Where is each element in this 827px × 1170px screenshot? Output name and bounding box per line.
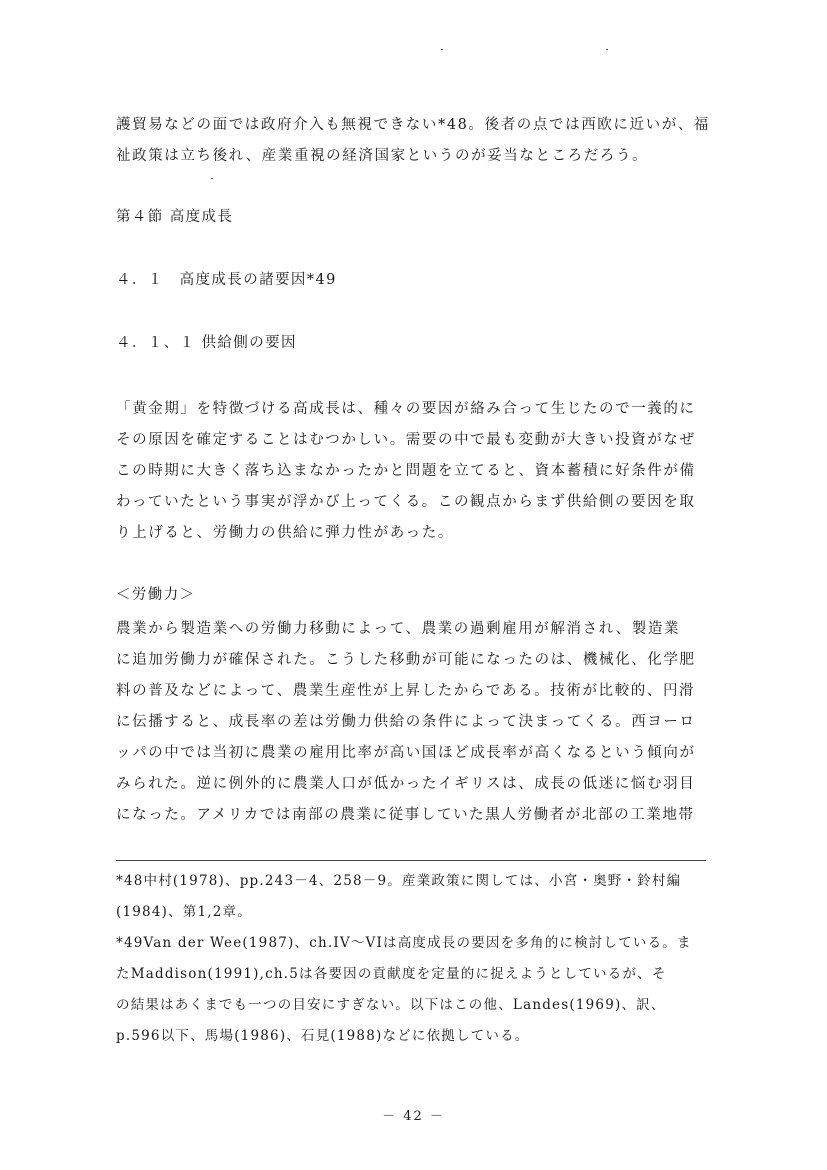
paragraph-line: り上げると、労働力の供給に弾力性があった。 <box>116 525 454 541</box>
subsection-heading: ４．１ 高度成長の諸要因*49 <box>116 272 337 288</box>
page-number: － 42 － <box>382 1109 445 1124</box>
section-heading: 第４節 高度成長 <box>116 209 234 225</box>
footnote-line: の結果はあくまでも一つの目安にすぎない。以下はこの他、Landes(1969)、訳、 <box>116 997 666 1013</box>
scan-speck <box>441 49 443 50</box>
scan-speck <box>211 178 213 179</box>
paragraph-line: わっていたという事実が浮かび上ってくる。この観点からまず供給側の要因を取 <box>116 494 696 510</box>
subsubsection-heading: ４．１、１ 供給側の要因 <box>116 335 297 351</box>
paragraph-line: に追加労働力が確保された。こうした移動が可能になったのは、機械化、化学肥 <box>116 652 696 668</box>
scan-speck <box>606 49 608 50</box>
paragraph-line: になった。アメリカでは南部の農業に従事していた黒人労働者が北部の工業地帯 <box>116 807 695 823</box>
paragraph-line: みられた。逆に例外的に農業人口が低かったイギリスは、成長の低迷に悩む羽目 <box>116 776 696 792</box>
footnote-line: (1984)、第1,2章。 <box>116 904 252 920</box>
footnote-line: p.596以下、馬場(1986)、石見(1988)などに依拠している。 <box>116 1028 530 1044</box>
paragraph-line: 祉政策は立ち後れ、産業重視の経済国家というのが妥当なところだろう。 <box>116 148 649 164</box>
labor-heading: ＜労働力＞ <box>116 587 196 603</box>
paragraph-line: 護貿易などの面では政府介入も無視できない*48。後者の点では西欧に近いが、福 <box>116 117 710 133</box>
footnote-line: *49Van der Wee(1987)、ch.IV～VIは高度成長の要因を多角的に検討している。ま <box>116 935 692 951</box>
paragraph-line: 農業から製造業への労働力移動によって、農業の過剰雇用が解消され、製造業 <box>116 621 681 637</box>
footnote-line: たMaddison(1991),ch.5は各要因の貢献度を定量的に捉えようとしているが、そ <box>116 966 667 982</box>
footnote-line: *48中村(1978)、pp.243－4、258－9。産業政策に関しては、小宮・奥野・鈴村編 <box>116 873 682 889</box>
paragraph-line: この時期に大きく落ち込まなかったかと問題を立てると、資本蓄積に好条件が備 <box>116 463 696 479</box>
paragraph-line: 「黄金期」を特徴づける高成長は、種々の要因が絡み合って生じたので一義的に <box>116 401 696 417</box>
footnote-divider <box>116 860 706 861</box>
paragraph-line: その原因を確定することはむつかしい。需要の中で最も変動が大きい投資がなぜ <box>116 432 696 448</box>
paragraph-line: 料の普及などによって、農業生産性が上昇したからである。技術が比較的、円滑 <box>116 683 696 699</box>
paragraph-line: ッパの中では当初に農業の雇用比率が高い国ほど成長率が高くなるという傾向が <box>116 745 696 761</box>
paragraph-line: に伝播すると、成長率の差は労働力供給の条件によって決まってくる。西ヨーロ <box>116 714 696 730</box>
